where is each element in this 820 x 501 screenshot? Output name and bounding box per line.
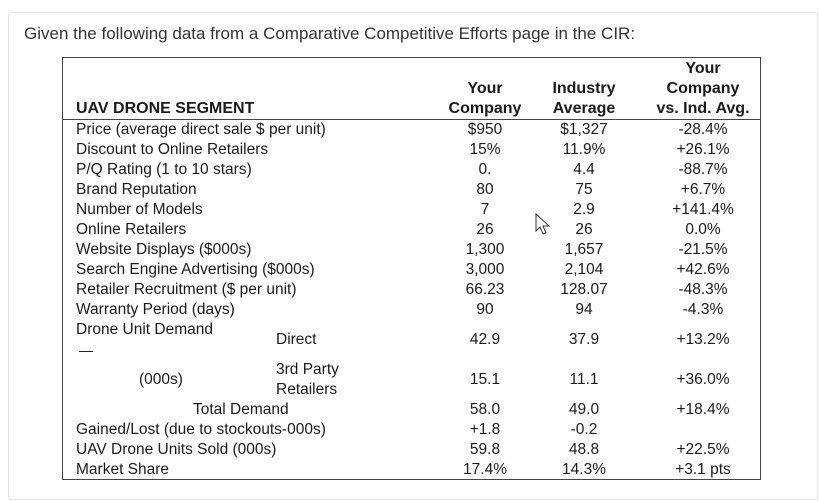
row-vs-value: +22.5% xyxy=(676,441,730,458)
row-industry-value: 1,657 xyxy=(564,241,604,258)
row-industry-value: $1,327 xyxy=(560,121,608,138)
row-industry-value: 2,104 xyxy=(564,261,604,278)
row-label: Retailer Recruitment ($ per unit) xyxy=(76,281,297,298)
third-industry: 11.1 xyxy=(569,371,599,388)
row-your-value: +1.8 xyxy=(469,421,501,438)
row-your-value: 7 xyxy=(480,201,490,218)
row-vs-value: -48.3% xyxy=(678,281,728,298)
direct-vs: +13.2% xyxy=(676,331,730,348)
row-label: Market Share xyxy=(76,461,170,478)
row-your-value: 59.8 xyxy=(469,441,501,458)
row-your-value: 0. xyxy=(478,161,492,178)
row-label: Warranty Period (days) xyxy=(76,301,235,318)
direct-your: 42.9 xyxy=(469,331,501,348)
row-vs-value: +6.7% xyxy=(680,181,726,198)
row-vs-value: +42.6% xyxy=(676,261,730,278)
mouse-cursor-icon xyxy=(535,213,551,237)
row-vs-value: +3.1 pts xyxy=(675,461,731,478)
dash-mark xyxy=(79,351,93,352)
row-industry-value: 75 xyxy=(575,181,593,198)
row-label: UAV Drone Units Sold (000s) xyxy=(76,441,277,458)
direct-label: Direct xyxy=(276,331,317,348)
third-label-2: Retailers xyxy=(276,381,338,398)
demand-units: (000s) xyxy=(139,371,183,388)
row-industry-value: 2.9 xyxy=(573,201,595,218)
row-label: Website Displays ($000s) xyxy=(76,241,252,258)
header-vs-2: Company xyxy=(666,80,740,97)
direct-industry: 37.9 xyxy=(568,331,600,348)
header-vs-1: Your xyxy=(685,60,721,77)
row-your-value: 17.4% xyxy=(463,461,507,478)
header-your-1: Your xyxy=(467,80,503,97)
row-industry-value: 26 xyxy=(575,221,593,238)
row-vs-value: -28.4% xyxy=(678,121,728,138)
header-industry-2: Average xyxy=(552,100,616,117)
row-industry-value: -0.2 xyxy=(570,421,598,438)
row-industry-value: 128.07 xyxy=(560,281,608,298)
row-label: Gained/Lost (due to stockouts-000s) xyxy=(76,421,326,438)
row-your-value: 15% xyxy=(469,141,501,158)
row-your-value: 1,300 xyxy=(465,241,505,258)
row-label: P/Q Rating (1 to 10 stars) xyxy=(76,161,252,178)
row-label: Online Retailers xyxy=(76,221,187,238)
row-vs-value: 0.0% xyxy=(685,221,721,238)
row-vs-value: -21.5% xyxy=(678,241,728,258)
row-vs-value: +141.4% xyxy=(672,201,734,218)
row-your-value: $950 xyxy=(467,121,503,138)
row-your-value: 66.23 xyxy=(465,281,505,298)
row-label: Price (average direct sale $ per unit) xyxy=(76,121,326,138)
total-label: Total Demand xyxy=(193,401,289,418)
row-industry-value: 94 xyxy=(575,301,593,318)
total-vs: +18.4% xyxy=(676,401,730,418)
total-industry: 49.0 xyxy=(568,401,600,418)
row-industry-value: 14.3% xyxy=(562,461,606,478)
header-vs-3: vs. Ind. Avg. xyxy=(656,100,750,117)
row-label: Brand Reputation xyxy=(76,181,197,198)
row-label: Discount to Online Retailers xyxy=(76,141,269,158)
third-your: 15.1 xyxy=(469,371,501,388)
row-vs-value: -88.7% xyxy=(678,161,728,178)
header-industry-1: Industry xyxy=(552,80,616,97)
demand-label: Drone Unit Demand xyxy=(76,321,213,338)
row-your-value: 3,000 xyxy=(465,261,505,278)
question-prompt: Given the following data from a Comparative Competitive Efforts page in the CIR: xyxy=(24,24,636,43)
row-your-value: 80 xyxy=(476,181,494,198)
row-label: Search Engine Advertising ($000s) xyxy=(76,261,315,278)
row-label: Number of Models xyxy=(76,201,203,218)
row-vs-value: +26.1% xyxy=(676,141,730,158)
row-vs-value: -4.3% xyxy=(682,301,724,318)
row-your-value: 90 xyxy=(476,301,494,318)
third-label-1: 3rd Party xyxy=(276,361,339,378)
total-your: 58.0 xyxy=(469,401,501,418)
row-industry-value: 48.8 xyxy=(568,441,600,458)
row-your-value: 26 xyxy=(476,221,494,238)
cir-table xyxy=(62,57,761,480)
header-your-2: Company xyxy=(448,100,522,117)
row-industry-value: 4.4 xyxy=(573,161,595,178)
header-segment: UAV DRONE SEGMENT xyxy=(76,100,255,117)
row-industry-value: 11.9% xyxy=(562,141,606,158)
third-vs: +36.0% xyxy=(676,371,730,388)
